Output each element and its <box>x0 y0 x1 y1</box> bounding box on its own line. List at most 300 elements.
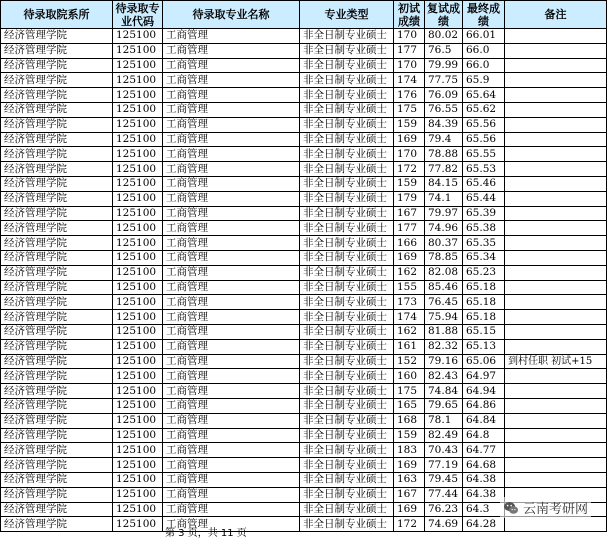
cell-major-code: 125100 <box>113 43 163 58</box>
cell-final-score: 65.18 <box>463 295 505 310</box>
cell-major-type: 非全日制专业硕士 <box>300 310 394 325</box>
cell-final-score: 64.8 <box>463 428 505 443</box>
cell-department: 经济管理学院 <box>1 369 113 384</box>
cell-department: 经济管理学院 <box>1 43 113 58</box>
cell-major-name: 工商管理 <box>163 280 300 295</box>
cell-department: 经济管理学院 <box>1 102 113 117</box>
cell-remarks <box>505 132 607 147</box>
cell-department: 经济管理学院 <box>1 176 113 191</box>
cell-remarks <box>505 236 607 251</box>
table-row <box>1 176 607 191</box>
cell-major-code: 125100 <box>113 428 163 443</box>
cell-major-type: 非全日制专业硕士 <box>300 517 394 532</box>
cell-remarks <box>505 147 607 162</box>
cell-department: 经济管理学院 <box>1 354 113 369</box>
cell-major-name: 工商管理 <box>163 88 300 103</box>
cell-department: 经济管理学院 <box>1 88 113 103</box>
cell-retest-score: 78.88 <box>425 147 463 162</box>
cell-major-code: 125100 <box>113 458 163 473</box>
table-row <box>1 102 607 117</box>
cell-major-type: 非全日制专业硕士 <box>300 147 394 162</box>
table-row <box>1 88 607 103</box>
cell-major-code: 125100 <box>113 324 163 339</box>
cell-department: 经济管理学院 <box>1 310 113 325</box>
table-row <box>1 147 607 162</box>
cell-remarks <box>505 29 607 44</box>
cell-initial-score: 162 <box>394 265 425 280</box>
cell-retest-score: 84.39 <box>425 117 463 132</box>
cell-major-code: 125100 <box>113 384 163 399</box>
cell-major-type: 非全日制专业硕士 <box>300 295 394 310</box>
cell-major-name: 工商管理 <box>163 413 300 428</box>
cell-department: 经济管理学院 <box>1 147 113 162</box>
cell-major-name: 工商管理 <box>163 117 300 132</box>
table-row <box>1 265 607 280</box>
cell-department: 经济管理学院 <box>1 384 113 399</box>
cell-remarks <box>505 398 607 413</box>
table-row <box>1 472 607 487</box>
cell-initial-score: 167 <box>394 487 425 502</box>
cell-final-score: 66.0 <box>463 43 505 58</box>
cell-final-score: 65.55 <box>463 147 505 162</box>
cell-major-code: 125100 <box>113 280 163 295</box>
cell-final-score: 64.94 <box>463 384 505 399</box>
cell-retest-score: 76.45 <box>425 295 463 310</box>
cell-major-code: 125100 <box>113 162 163 177</box>
cell-final-score: 65.06 <box>463 354 505 369</box>
cell-remarks <box>505 324 607 339</box>
cell-final-score: 65.9 <box>463 73 505 88</box>
cell-major-name: 工商管理 <box>163 458 300 473</box>
table-row <box>1 162 607 177</box>
cell-remarks <box>505 206 607 221</box>
cell-remarks <box>505 191 607 206</box>
cell-remarks <box>505 369 607 384</box>
cell-final-score: 65.46 <box>463 176 505 191</box>
cell-final-score: 64.77 <box>463 443 505 458</box>
cell-retest-score: 80.37 <box>425 236 463 251</box>
cell-retest-score: 82.49 <box>425 428 463 443</box>
cell-final-score: 64.28 <box>463 517 505 532</box>
cell-department: 经济管理学院 <box>1 250 113 265</box>
cell-department: 经济管理学院 <box>1 236 113 251</box>
cell-retest-score: 76.55 <box>425 102 463 117</box>
cell-remarks <box>505 73 607 88</box>
cell-initial-score: 160 <box>394 369 425 384</box>
cell-major-name: 工商管理 <box>163 206 300 221</box>
cell-retest-score: 76.5 <box>425 43 463 58</box>
cell-major-name: 工商管理 <box>163 384 300 399</box>
cell-major-name: 工商管理 <box>163 132 300 147</box>
cell-department: 经济管理学院 <box>1 191 113 206</box>
cell-retest-score: 79.99 <box>425 58 463 73</box>
cell-major-type: 非全日制专业硕士 <box>300 443 394 458</box>
cell-remarks <box>505 162 607 177</box>
cell-initial-score: 159 <box>394 428 425 443</box>
cell-department: 经济管理学院 <box>1 339 113 354</box>
table-row <box>1 280 607 295</box>
cell-major-code: 125100 <box>113 295 163 310</box>
cell-initial-score: 167 <box>394 206 425 221</box>
cell-remarks <box>505 117 607 132</box>
cell-initial-score: 170 <box>394 147 425 162</box>
header-department: 待录取院系所 <box>1 1 113 29</box>
cell-initial-score: 168 <box>394 413 425 428</box>
cell-major-code: 125100 <box>113 132 163 147</box>
cell-department: 经济管理学院 <box>1 265 113 280</box>
cell-initial-score: 172 <box>394 517 425 532</box>
cell-initial-score: 152 <box>394 354 425 369</box>
cell-retest-score: 75.94 <box>425 310 463 325</box>
cell-retest-score: 70.43 <box>425 443 463 458</box>
cell-department: 经济管理学院 <box>1 472 113 487</box>
table-row <box>1 58 607 73</box>
cell-retest-score: 79.65 <box>425 398 463 413</box>
cell-initial-score: 177 <box>394 221 425 236</box>
cell-initial-score: 161 <box>394 339 425 354</box>
table-row <box>1 206 607 221</box>
cell-major-code: 125100 <box>113 88 163 103</box>
cell-major-code: 125100 <box>113 147 163 162</box>
cell-final-score: 65.15 <box>463 324 505 339</box>
cell-final-score: 65.56 <box>463 117 505 132</box>
cell-department: 经济管理学院 <box>1 29 113 44</box>
cell-major-type: 非全日制专业硕士 <box>300 472 394 487</box>
cell-major-type: 非全日制专业硕士 <box>300 73 394 88</box>
cell-department: 经济管理学院 <box>1 162 113 177</box>
cell-final-score: 65.44 <box>463 191 505 206</box>
table-row <box>1 117 607 132</box>
cell-major-code: 125100 <box>113 398 163 413</box>
cell-major-name: 工商管理 <box>163 428 300 443</box>
cell-retest-score: 79.97 <box>425 206 463 221</box>
cell-initial-score: 175 <box>394 102 425 117</box>
cell-final-score: 65.18 <box>463 280 505 295</box>
table-row <box>1 517 607 532</box>
cell-department: 经济管理学院 <box>1 413 113 428</box>
cell-major-type: 非全日制专业硕士 <box>300 384 394 399</box>
cell-remarks <box>505 458 607 473</box>
cell-major-name: 工商管理 <box>163 58 300 73</box>
cell-initial-score: 166 <box>394 236 425 251</box>
cell-major-code: 125100 <box>113 487 163 502</box>
cell-initial-score: 176 <box>394 88 425 103</box>
cell-initial-score: 179 <box>394 191 425 206</box>
cell-initial-score: 175 <box>394 384 425 399</box>
cell-department: 经济管理学院 <box>1 458 113 473</box>
cell-retest-score: 74.1 <box>425 191 463 206</box>
cell-major-type: 非全日制专业硕士 <box>300 236 394 251</box>
page-footer: 第 3 页，共 11 页 <box>165 528 247 539</box>
cell-major-type: 非全日制专业硕士 <box>300 176 394 191</box>
cell-remarks <box>505 517 607 532</box>
cell-final-score: 64.38 <box>463 472 505 487</box>
cell-major-type: 非全日制专业硕士 <box>300 354 394 369</box>
cell-major-name: 工商管理 <box>163 43 300 58</box>
cell-department: 经济管理学院 <box>1 324 113 339</box>
cell-remarks <box>505 280 607 295</box>
cell-department: 经济管理学院 <box>1 58 113 73</box>
cell-initial-score: 159 <box>394 117 425 132</box>
table-row <box>1 29 607 44</box>
cell-retest-score: 85.46 <box>425 280 463 295</box>
cell-major-name: 工商管理 <box>163 250 300 265</box>
cell-department: 经济管理学院 <box>1 132 113 147</box>
cell-major-code: 125100 <box>113 102 163 117</box>
cell-major-code: 125100 <box>113 206 163 221</box>
cell-major-name: 工商管理 <box>163 487 300 502</box>
cell-retest-score: 77.82 <box>425 162 463 177</box>
table-header-row <box>1 1 607 29</box>
cell-initial-score: 170 <box>394 29 425 44</box>
cell-major-type: 非全日制专业硕士 <box>300 458 394 473</box>
cell-remarks <box>505 310 607 325</box>
cell-remarks: 到村任职 初试+15 <box>505 354 607 369</box>
cell-initial-score: 170 <box>394 58 425 73</box>
cell-major-code: 125100 <box>113 517 163 532</box>
cell-retest-score: 77.75 <box>425 73 463 88</box>
cell-major-type: 非全日制专业硕士 <box>300 43 394 58</box>
table-row <box>1 236 607 251</box>
cell-major-code: 125100 <box>113 176 163 191</box>
table-row <box>1 250 607 265</box>
cell-retest-score: 82.32 <box>425 339 463 354</box>
cell-final-score: 64.84 <box>463 413 505 428</box>
table-row <box>1 43 607 58</box>
cell-department: 经济管理学院 <box>1 517 113 532</box>
table-row <box>1 354 607 369</box>
cell-department: 经济管理学院 <box>1 428 113 443</box>
cell-remarks <box>505 472 607 487</box>
cell-major-name: 工商管理 <box>163 102 300 117</box>
cell-final-score: 66.0 <box>463 58 505 73</box>
cell-retest-score: 77.44 <box>425 487 463 502</box>
cell-major-code: 125100 <box>113 191 163 206</box>
cell-major-code: 125100 <box>113 310 163 325</box>
watermark <box>500 497 591 518</box>
cell-remarks <box>505 58 607 73</box>
header-major-code: 待录取专业代码 <box>113 1 163 29</box>
cell-major-code: 125100 <box>113 443 163 458</box>
table-row <box>1 369 607 384</box>
cell-final-score: 65.18 <box>463 310 505 325</box>
cell-major-name: 工商管理 <box>163 310 300 325</box>
cell-major-code: 125100 <box>113 339 163 354</box>
cell-department: 经济管理学院 <box>1 117 113 132</box>
table-row <box>1 398 607 413</box>
cell-initial-score: 169 <box>394 250 425 265</box>
cell-final-score: 65.35 <box>463 236 505 251</box>
table-row <box>1 443 607 458</box>
table-row <box>1 132 607 147</box>
cell-initial-score: 174 <box>394 73 425 88</box>
cell-department: 经济管理学院 <box>1 502 113 517</box>
table-row <box>1 324 607 339</box>
cell-initial-score: 174 <box>394 310 425 325</box>
cell-major-name: 工商管理 <box>163 443 300 458</box>
cell-remarks <box>505 88 607 103</box>
cell-initial-score: 169 <box>394 502 425 517</box>
cell-initial-score: 165 <box>394 398 425 413</box>
cell-major-type: 非全日制专业硕士 <box>300 191 394 206</box>
cell-remarks <box>505 176 607 191</box>
cell-initial-score: 172 <box>394 162 425 177</box>
cell-major-code: 125100 <box>113 250 163 265</box>
cell-department: 经济管理学院 <box>1 443 113 458</box>
cell-major-name: 工商管理 <box>163 29 300 44</box>
cell-final-score: 65.64 <box>463 88 505 103</box>
table-row <box>1 413 607 428</box>
cell-major-type: 非全日制专业硕士 <box>300 88 394 103</box>
cell-initial-score: 173 <box>394 295 425 310</box>
cell-remarks <box>505 265 607 280</box>
table-row <box>1 73 607 88</box>
cell-major-type: 非全日制专业硕士 <box>300 398 394 413</box>
header-remarks: 备注 <box>505 1 607 29</box>
cell-major-name: 工商管理 <box>163 295 300 310</box>
cell-initial-score: 162 <box>394 324 425 339</box>
cell-major-type: 非全日制专业硕士 <box>300 339 394 354</box>
cell-major-code: 125100 <box>113 369 163 384</box>
cell-initial-score: 183 <box>394 443 425 458</box>
cell-retest-score: 76.09 <box>425 88 463 103</box>
table-row <box>1 310 607 325</box>
cell-major-code: 125100 <box>113 502 163 517</box>
cell-major-code: 125100 <box>113 117 163 132</box>
cell-major-type: 非全日制专业硕士 <box>300 487 394 502</box>
cell-final-score: 64.86 <box>463 398 505 413</box>
cell-remarks <box>505 443 607 458</box>
cell-retest-score: 82.43 <box>425 369 463 384</box>
cell-retest-score: 76.23 <box>425 502 463 517</box>
cell-final-score: 64.68 <box>463 458 505 473</box>
cell-remarks <box>505 221 607 236</box>
cell-remarks <box>505 102 607 117</box>
cell-final-score: 65.39 <box>463 206 505 221</box>
cell-retest-score: 82.08 <box>425 265 463 280</box>
cell-department: 经济管理学院 <box>1 295 113 310</box>
cell-major-code: 125100 <box>113 354 163 369</box>
cell-initial-score: 177 <box>394 43 425 58</box>
cell-major-code: 125100 <box>113 413 163 428</box>
cell-major-type: 非全日制专业硕士 <box>300 58 394 73</box>
cell-major-type: 非全日制专业硕士 <box>300 102 394 117</box>
cell-remarks <box>505 339 607 354</box>
cell-remarks <box>505 295 607 310</box>
cell-final-score: 65.62 <box>463 102 505 117</box>
cell-final-score: 65.56 <box>463 132 505 147</box>
cell-final-score: 65.34 <box>463 250 505 265</box>
cell-major-type: 非全日制专业硕士 <box>300 132 394 147</box>
cell-major-type: 非全日制专业硕士 <box>300 250 394 265</box>
cell-major-name: 工商管理 <box>163 221 300 236</box>
cell-remarks <box>505 43 607 58</box>
table-row <box>1 339 607 354</box>
cell-initial-score: 169 <box>394 132 425 147</box>
cell-retest-score: 84.15 <box>425 176 463 191</box>
cell-major-name: 工商管理 <box>163 472 300 487</box>
table-row <box>1 191 607 206</box>
cell-major-name: 工商管理 <box>163 191 300 206</box>
cell-remarks <box>505 250 607 265</box>
header-final-score: 最终成绩 <box>463 1 505 29</box>
cell-retest-score: 77.19 <box>425 458 463 473</box>
header-major-name: 待录取专业名称 <box>163 1 300 29</box>
cell-department: 经济管理学院 <box>1 487 113 502</box>
cell-retest-score: 81.88 <box>425 324 463 339</box>
header-retest-score: 复试成绩 <box>425 1 463 29</box>
cell-final-score: 64.3 <box>463 502 505 517</box>
table-row <box>1 458 607 473</box>
cell-major-name: 工商管理 <box>163 502 300 517</box>
wechat-icon <box>503 500 519 516</box>
table-row <box>1 221 607 236</box>
cell-retest-score: 74.69 <box>425 517 463 532</box>
cell-major-type: 非全日制专业硕士 <box>300 413 394 428</box>
header-major-type: 专业类型 <box>300 1 394 29</box>
cell-final-score: 64.38 <box>463 487 505 502</box>
cell-final-score: 66.01 <box>463 29 505 44</box>
cell-major-name: 工商管理 <box>163 147 300 162</box>
cell-retest-score: 79.4 <box>425 132 463 147</box>
cell-final-score: 65.38 <box>463 221 505 236</box>
cell-major-type: 非全日制专业硕士 <box>300 502 394 517</box>
cell-initial-score: 159 <box>394 176 425 191</box>
cell-initial-score: 163 <box>394 472 425 487</box>
cell-department: 经济管理学院 <box>1 221 113 236</box>
cell-major-name: 工商管理 <box>163 176 300 191</box>
table-row <box>1 428 607 443</box>
table-body <box>1 29 607 532</box>
cell-retest-score: 74.96 <box>425 221 463 236</box>
cell-major-type: 非全日制专业硕士 <box>300 369 394 384</box>
cell-major-code: 125100 <box>113 221 163 236</box>
cell-remarks <box>505 384 607 399</box>
cell-retest-score: 79.16 <box>425 354 463 369</box>
cell-major-name: 工商管理 <box>163 339 300 354</box>
cell-major-code: 125100 <box>113 236 163 251</box>
cell-major-type: 非全日制专业硕士 <box>300 162 394 177</box>
cell-major-code: 125100 <box>113 472 163 487</box>
cell-major-type: 非全日制专业硕士 <box>300 29 394 44</box>
cell-final-score: 65.53 <box>463 162 505 177</box>
watermark-text: 云南考研网 <box>523 502 589 517</box>
cell-major-name: 工商管理 <box>163 265 300 280</box>
cell-major-name: 工商管理 <box>163 398 300 413</box>
cell-major-name: 工商管理 <box>163 517 300 532</box>
cell-remarks <box>505 428 607 443</box>
cell-major-name: 工商管理 <box>163 236 300 251</box>
cell-final-score: 65.13 <box>463 339 505 354</box>
header-initial-score: 初试成绩 <box>394 1 425 29</box>
cell-department: 经济管理学院 <box>1 398 113 413</box>
cell-major-code: 125100 <box>113 265 163 280</box>
cell-major-code: 125100 <box>113 29 163 44</box>
cell-final-score: 65.23 <box>463 265 505 280</box>
cell-major-type: 非全日制专业硕士 <box>300 324 394 339</box>
cell-major-type: 非全日制专业硕士 <box>300 117 394 132</box>
table-row <box>1 384 607 399</box>
cell-major-type: 非全日制专业硕士 <box>300 428 394 443</box>
cell-final-score: 64.97 <box>463 369 505 384</box>
cell-major-type: 非全日制专业硕士 <box>300 206 394 221</box>
cell-department: 经济管理学院 <box>1 73 113 88</box>
cell-major-name: 工商管理 <box>163 162 300 177</box>
cell-major-name: 工商管理 <box>163 73 300 88</box>
cell-retest-score: 74.84 <box>425 384 463 399</box>
cell-major-name: 工商管理 <box>163 324 300 339</box>
cell-major-type: 非全日制专业硕士 <box>300 265 394 280</box>
